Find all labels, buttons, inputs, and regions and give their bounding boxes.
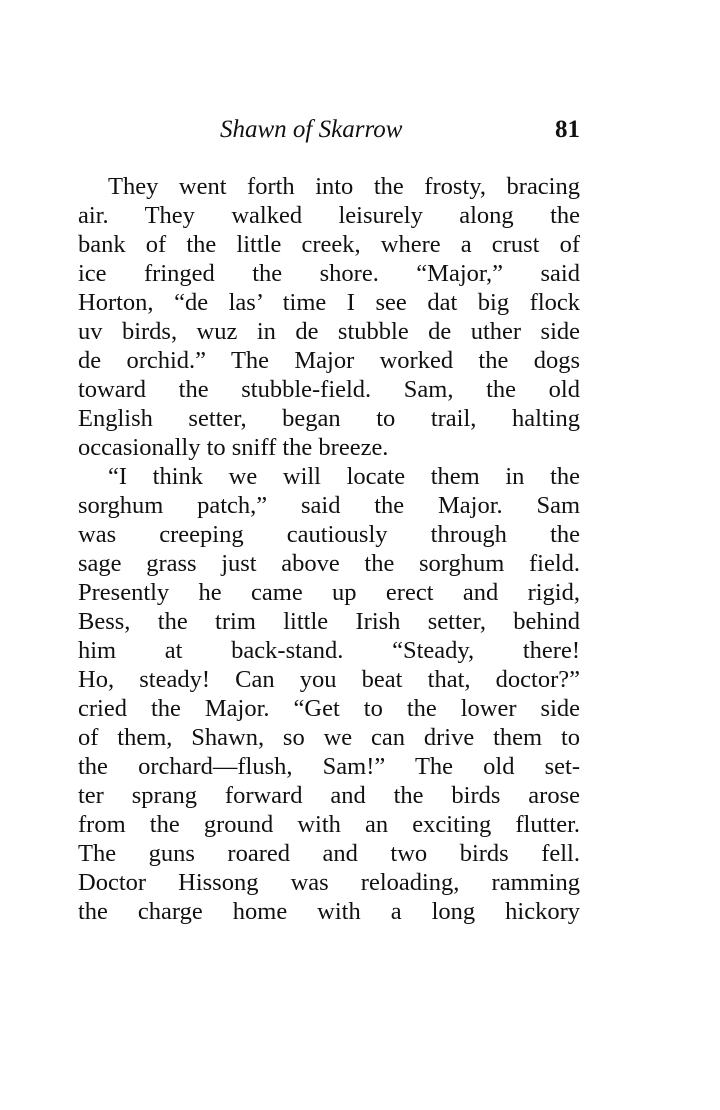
text-line: toward the stubble-field. Sam, the old bbox=[78, 376, 580, 403]
text-line: the orchard—flush, Sam!” The old set- bbox=[78, 753, 580, 780]
text-line: Doctor Hissong was reloading, ramming bbox=[78, 869, 580, 896]
text-line: ter sprang forward and the birds arose bbox=[78, 782, 580, 809]
text-line: Ho, steady! Can you beat that, doctor?” bbox=[78, 666, 580, 693]
text-line: Horton, “de las’ time I see dat big flock bbox=[78, 289, 580, 316]
text-line: was creeping cautiously through the bbox=[78, 521, 580, 548]
text-line: sage grass just above the sorghum field. bbox=[78, 550, 580, 577]
text-line: de orchid.” The Major worked the dogs bbox=[78, 347, 580, 374]
text-line: sorghum patch,” said the Major. Sam bbox=[78, 492, 580, 519]
text-line: the charge home with a long hickory bbox=[78, 898, 580, 925]
text-line: him at back-stand. “Steady, there! bbox=[78, 637, 580, 664]
text-line: of them, Shawn, so we can drive them to bbox=[78, 724, 580, 751]
text-line: from the ground with an exciting flutter. bbox=[78, 811, 580, 838]
text-line: Presently he came up erect and rigid, bbox=[78, 579, 580, 606]
text-line: occasionally to sniff the breeze. bbox=[78, 434, 389, 461]
text-line: English setter, began to trail, halting bbox=[78, 405, 580, 432]
text-line: Bess, the trim little Irish setter, behind bbox=[78, 608, 580, 635]
text-line: air. They walked leisurely along the bbox=[78, 202, 580, 229]
body-text bbox=[78, 172, 580, 926]
page-header bbox=[78, 112, 580, 148]
text-line: They went forth into the frosty, bracing bbox=[108, 173, 580, 200]
text-line: The guns roared and two birds fell. bbox=[78, 840, 580, 867]
text-line: uv birds, wuz in de stubble de uther side bbox=[78, 318, 580, 345]
text-line: “I think we will locate them in the bbox=[108, 463, 580, 490]
text-line: ice fringed the shore. “Major,” said bbox=[78, 260, 580, 287]
text-line: bank of the little creek, where a crust of bbox=[78, 231, 580, 258]
text-line: cried the Major. “Get to the lower side bbox=[78, 695, 580, 722]
page-number: 81 bbox=[555, 116, 580, 143]
running-title: Shawn of Skarrow bbox=[220, 116, 403, 143]
